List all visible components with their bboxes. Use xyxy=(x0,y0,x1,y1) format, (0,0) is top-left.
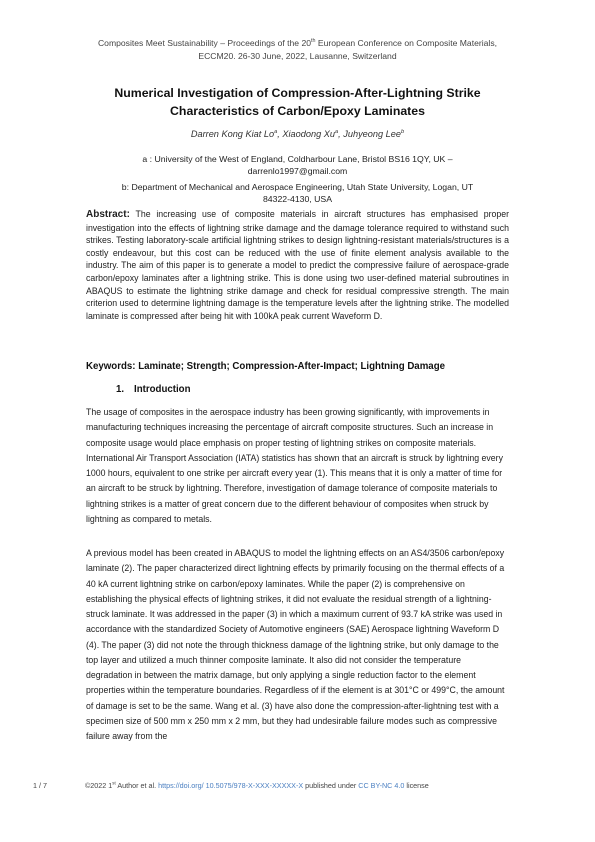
affiliation-a: a : University of the West of England, Coldharbour Lane, Bristol BS16 1QY, UK – darrenlo1997@gmail.com xyxy=(80,153,515,178)
keywords: Keywords: Laminate; Strength; Compression-After-Impact; Lightning Damage xyxy=(86,361,446,372)
running-header xyxy=(60,37,535,63)
paper-title: Numerical Investigation of Compression-After-Lightning Strike Characteristics of Carbon/Epoxy Laminates xyxy=(114,86,481,118)
doi-link[interactable]: https://doi.org/ 10.5075/978-X-XXX-XXXXX-X xyxy=(158,781,304,790)
abstract xyxy=(86,208,509,322)
author-name: Darren Kong Kiat Lo xyxy=(190,129,275,139)
author-name: Xiaodong Xu xyxy=(282,129,335,139)
body-paragraph: A previous model has been created in ABAQUS to model the lightning effects on an AS4/3506 carbon/epoxy laminate (2). The paper characterized direct lightning effects by primarily focusing on the thermal effects of a 40 kA current lightning strike on carbon/epoxy laminates. While the paper (2) is comprehensive on establishing the physical effects of lightning strikes, it did not evaluate the residual strength of a lightning-struck laminate. It was addressed in the paper (3) in which a maximum current of 93.7 kA strike was used in accordance with the standardized Society of Automotive engineers (SAE) Aerospace lightning Waveform D (4). The paper (3) did not note the through thickness damage of the lightning strike, but only damage to the top layer and utilized a much thinner composite laminate. It also did not consider the temperature degradation in between the matrix damage, but only applying a single reduction factor to the element properties within the temperature boundaries. Regardless of if the element is at 301°C or 499°C, the amount of damage is set to be the same. Wang et al. (3) have also done the compression-after-lightning test with a specimen size of 500 mm x 250 mm x 2 mm, but they had undesirable failure modes such as compressive failure away from the xyxy=(86,548,505,741)
author-email: darrenlo1997@gmail.com xyxy=(247,166,348,177)
page-number: 1 / 7 xyxy=(33,781,47,790)
abstract-text: The increasing use of composite materials in aircraft structures has emphasised proper investigation into the effects of lightning strike damage and the damage tolerance required to withstand such strikes. Testing laboratory-scale artificial lightning strikes to design lightning-resistant materials/structures is a costly endeavour, but this cost can be reduced with the use of finite element analysis available to the industry. The aim of this paper is to generate a model to predict the compressive failure of aerospace-grade carbon/epoxy laminates after a lightning strike. This is done using two user-defined material subroutines in ABAQUS to estimate the lightning strike damage and check for residual compressive strength. The main criterion used to determine lightning damage is the temperature levels after the lightning strike. The modelled laminate is compressed after being hit with 100kA peak current Waveform D. xyxy=(86,209,509,321)
header-line-2: ECCM20. 26-30 June, 2022, Lausanne, Switzerland xyxy=(198,51,397,61)
abstract-label: Abstract: xyxy=(86,209,130,220)
section-heading-introduction: 1. Introduction xyxy=(116,384,191,395)
license-link[interactable]: CC BY-NC 4.0 xyxy=(358,781,405,790)
affiliation-b: b: Department of Mechanical and Aerospace Engineering, Utah State University, Logan, UT 84322-4130, USA xyxy=(121,182,474,205)
author-name: Juhyeong Lee xyxy=(343,129,401,139)
header-line-1: Composites Meet Sustainability – Proceedings of the 20th European Conference on Composite Materials, xyxy=(97,38,498,48)
page-footer: 1 / 7 ©2022 1st Author et al. https://doi.org/ 10.5075/978-X-XXX-XXXXX-X published under CC BY-NC 4.0 license xyxy=(33,780,429,790)
body-paragraph: The usage of composites in the aerospace industry has been growing significantly, with improvements in manufacturing techniques increasing the percentage of aircraft composite structures. Such an increase in composite usage would place emphasis on proper testing of lightning strikes on composite materials. International Air Transport Association (IATA) statistics has shown that an aircraft is struck by lightning every 1000 hours, equivalent to one strike per aircraft every year (1). This means that it is only a matter of time for an aircraft to be struck by lightning. Therefore, investigation of damage tolerance of composite materials to lightning strikes is a matter of great concern due to the different behaviour of composites when struck by lightning as compared to metals. xyxy=(86,407,503,524)
author-list: Darren Kong Kiat Lo$^a$, Xiaodong Xu$^a$, Juhyeong Lee$^b$ xyxy=(190,128,405,139)
